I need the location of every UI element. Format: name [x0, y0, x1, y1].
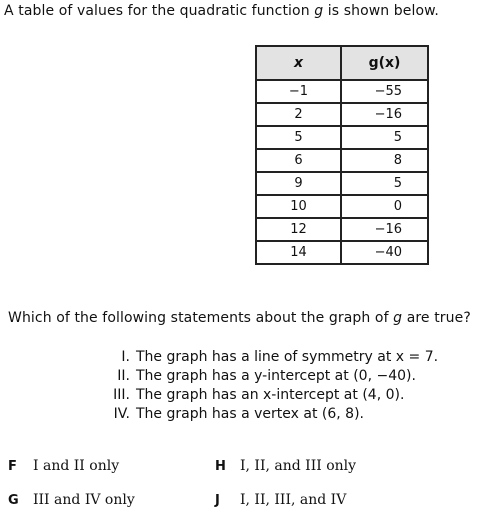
intro-function-var: g	[314, 3, 324, 19]
header-gx: g(x)	[341, 46, 428, 80]
table-row	[256, 218, 428, 241]
table-row	[256, 126, 428, 149]
intro-after: is shown below.	[323, 3, 439, 19]
table-row	[256, 172, 428, 195]
cell-gx: 5	[341, 172, 428, 195]
choice-letter: J	[215, 493, 220, 508]
choice-letter: G	[8, 493, 19, 508]
statement-number: II.	[117, 368, 130, 384]
statement-number: IV.	[113, 406, 130, 422]
choice-letter: F	[8, 459, 17, 474]
cell-gx: −40	[341, 241, 428, 264]
choice-text: I, II, and III only	[240, 458, 357, 474]
table-header-row	[256, 46, 428, 80]
values-table	[255, 45, 429, 265]
statement-item	[100, 348, 438, 367]
table-row	[256, 80, 428, 103]
intro-before: A table of values for the quadratic function	[4, 3, 315, 19]
cell-x: 12	[256, 218, 341, 241]
statement-text: The graph has a y-intercept at (0, −40).	[136, 368, 416, 384]
table-row	[256, 149, 428, 172]
table-row	[256, 103, 428, 126]
choice-f[interactable]	[8, 458, 119, 474]
cell-x: 6	[256, 149, 341, 172]
cell-x: 5	[256, 126, 341, 149]
question-function-var: g	[393, 310, 403, 326]
intro-text	[4, 3, 439, 19]
cell-x: 14	[256, 241, 341, 264]
statement-item	[100, 367, 438, 386]
table-row	[256, 195, 428, 218]
question-before: Which of the following statements about the graph of	[8, 310, 394, 326]
choice-text: III and IV only	[33, 492, 135, 508]
choice-letter: H	[215, 459, 226, 474]
cell-gx: −16	[341, 218, 428, 241]
cell-gx: 0	[341, 195, 428, 218]
cell-gx: −16	[341, 103, 428, 126]
cell-gx: 5	[341, 126, 428, 149]
header-x: x	[256, 46, 341, 80]
question-after: are true?	[402, 310, 471, 326]
question-text	[8, 310, 471, 326]
cell-gx: −55	[341, 80, 428, 103]
cell-gx: 8	[341, 149, 428, 172]
statement-number: I.	[121, 349, 130, 365]
statement-text: The graph has a line of symmetry at x = 7.	[136, 349, 439, 365]
cell-x: −1	[256, 80, 341, 103]
statement-item	[100, 386, 438, 405]
choice-j[interactable]	[215, 492, 346, 508]
statement-text: The graph has an x-intercept at (4, 0).	[136, 387, 405, 403]
cell-x: 9	[256, 172, 341, 195]
cell-x: 10	[256, 195, 341, 218]
statement-item	[100, 405, 438, 424]
cell-x: 2	[256, 103, 341, 126]
choice-text: I and II only	[33, 458, 120, 474]
choice-text: I, II, III, and IV	[240, 492, 347, 508]
choice-h[interactable]	[215, 458, 356, 474]
statement-number: III.	[113, 387, 130, 403]
statement-text: The graph has a vertex at (6, 8).	[136, 406, 364, 422]
choice-g[interactable]	[8, 492, 135, 508]
statement-list	[100, 348, 438, 424]
table-row	[256, 241, 428, 264]
